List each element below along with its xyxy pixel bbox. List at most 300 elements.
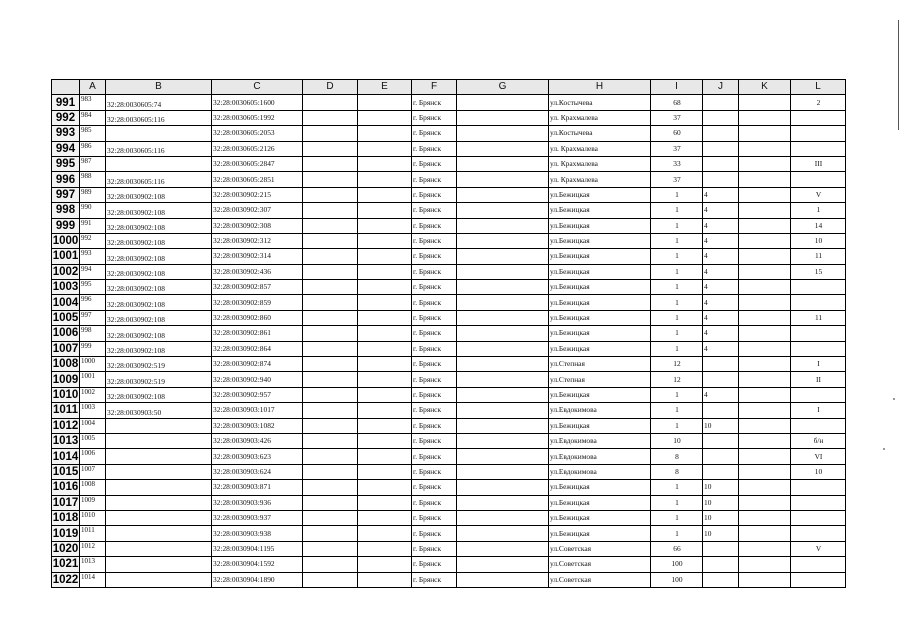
cell-k[interactable] (739, 495, 791, 510)
cell-j[interactable] (703, 541, 739, 556)
cell-a[interactable]: 986 (80, 141, 106, 156)
cell-e[interactable] (358, 218, 412, 233)
cell-d[interactable] (303, 557, 358, 572)
cell-b[interactable] (106, 480, 212, 495)
cell-k[interactable] (739, 310, 791, 325)
cell-k[interactable] (739, 372, 791, 387)
cell-d[interactable] (303, 295, 358, 310)
column-header-f[interactable]: F (412, 80, 457, 95)
cell-h[interactable]: ул.Советская (549, 557, 651, 572)
cell-k[interactable] (739, 526, 791, 541)
cell-f[interactable]: г. Брянск (412, 295, 457, 310)
cell-c[interactable]: 32:28:0030903:938 (212, 526, 303, 541)
cell-k[interactable] (739, 341, 791, 356)
cell-a[interactable]: 996 (80, 295, 106, 310)
cell-j[interactable]: 4 (703, 310, 739, 325)
cell-l[interactable]: 1 (791, 203, 846, 218)
cell-h[interactable]: ул.Бежицкая (549, 526, 651, 541)
cell-e[interactable] (358, 449, 412, 464)
cell-j[interactable]: 4 (703, 326, 739, 341)
row-number[interactable]: 1003 (52, 281, 79, 294)
row-number[interactable]: 1017 (52, 496, 79, 509)
cell-h[interactable]: ул.Бежицкая (549, 218, 651, 233)
cell-g[interactable] (457, 403, 549, 418)
cell-f[interactable]: г. Брянск (412, 172, 457, 187)
cell-a[interactable]: 995 (80, 280, 106, 295)
cell-c[interactable]: 32:28:0030902:864 (212, 341, 303, 356)
cell-e[interactable] (358, 526, 412, 541)
column-header-g[interactable]: G (457, 80, 549, 95)
cell-b[interactable]: 32:28:0030902:108 (106, 280, 212, 295)
cell-l[interactable] (791, 126, 846, 141)
cell-c[interactable]: 32:28:0030902:857 (212, 280, 303, 295)
cell-f[interactable]: г. Брянск (412, 341, 457, 356)
cell-k[interactable] (739, 449, 791, 464)
cell-g[interactable] (457, 357, 549, 372)
column-header-j[interactable]: J (703, 80, 739, 95)
cell-h[interactable]: ул.Бежицкая (549, 418, 651, 433)
cell-d[interactable] (303, 203, 358, 218)
cell-c[interactable]: 32:28:0030902:874 (212, 357, 303, 372)
cell-k[interactable] (739, 218, 791, 233)
cell-h[interactable]: ул. Крахмалева (549, 141, 651, 156)
cell-h[interactable]: ул.Бежицкая (549, 264, 651, 279)
cell-e[interactable] (358, 264, 412, 279)
cell-f[interactable]: г. Брянск (412, 403, 457, 418)
cell-h[interactable]: ул.Бежицкая (549, 187, 651, 202)
cell-g[interactable] (457, 203, 549, 218)
cell-i[interactable]: 1 (651, 218, 703, 233)
cell-h[interactable]: ул.Костычева (549, 95, 651, 110)
cell-g[interactable] (457, 495, 549, 510)
cell-c[interactable]: 32:28:0030903:426 (212, 433, 303, 448)
cell-f[interactable]: г. Брянск (412, 156, 457, 171)
cell-a[interactable]: 1001 (80, 372, 106, 387)
cell-a[interactable]: 1004 (80, 418, 106, 433)
cell-i[interactable]: 1 (651, 264, 703, 279)
cell-d[interactable] (303, 341, 358, 356)
cell-i[interactable]: 33 (651, 156, 703, 171)
cell-b[interactable] (106, 449, 212, 464)
cell-j[interactable]: 4 (703, 341, 739, 356)
cell-e[interactable] (358, 233, 412, 248)
cell-k[interactable] (739, 264, 791, 279)
cell-l[interactable]: 11 (791, 310, 846, 325)
cell-d[interactable] (303, 372, 358, 387)
cell-d[interactable] (303, 387, 358, 402)
cell-b[interactable] (106, 126, 212, 141)
cell-e[interactable] (358, 372, 412, 387)
cell-c[interactable]: 32:28:0030902:861 (212, 326, 303, 341)
cell-e[interactable] (358, 203, 412, 218)
cell-l[interactable] (791, 572, 846, 587)
cell-e[interactable] (358, 510, 412, 525)
cell-b[interactable]: 32:28:0030605:116 (106, 110, 212, 125)
cell-h[interactable]: ул. Крахмалева (549, 156, 651, 171)
cell-e[interactable] (358, 295, 412, 310)
cell-c[interactable]: 32:28:0030605:2126 (212, 141, 303, 156)
cell-e[interactable] (358, 418, 412, 433)
row-number[interactable]: 999 (52, 218, 80, 233)
cell-j[interactable] (703, 110, 739, 125)
cell-g[interactable] (457, 249, 549, 264)
cell-i[interactable]: 1 (651, 418, 703, 433)
cell-h[interactable]: ул.Костычева (549, 126, 651, 141)
cell-e[interactable] (358, 495, 412, 510)
row-number[interactable]: 1012 (52, 419, 79, 432)
cell-b[interactable]: 32:28:0030902:519 (106, 357, 212, 372)
cell-k[interactable] (739, 403, 791, 418)
cell-g[interactable] (457, 510, 549, 525)
cell-f[interactable]: г. Брянск (412, 464, 457, 479)
cell-a[interactable]: 1002 (80, 387, 106, 402)
cell-h[interactable]: ул.Бежицкая (549, 203, 651, 218)
cell-b[interactable]: 32:28:0030902:108 (106, 233, 212, 248)
cell-k[interactable] (739, 418, 791, 433)
cell-d[interactable] (303, 495, 358, 510)
cell-a[interactable]: 998 (80, 326, 106, 341)
cell-b[interactable]: 32:28:0030902:108 (106, 264, 212, 279)
cell-a[interactable]: 987 (80, 156, 106, 171)
cell-d[interactable] (303, 433, 358, 448)
cell-g[interactable] (457, 433, 549, 448)
cell-k[interactable] (739, 95, 791, 110)
cell-g[interactable] (457, 372, 549, 387)
cell-c[interactable]: 32:28:0030903:624 (212, 464, 303, 479)
column-header-i[interactable]: I (651, 80, 703, 95)
cell-g[interactable] (457, 387, 549, 402)
cell-f[interactable]: г. Брянск (412, 95, 457, 110)
row-number[interactable]: 1013 (52, 435, 79, 448)
cell-g[interactable] (457, 156, 549, 171)
cell-e[interactable] (358, 280, 412, 295)
column-header-k[interactable]: K (739, 80, 791, 95)
cell-a[interactable]: 990 (80, 203, 106, 218)
cell-g[interactable] (457, 295, 549, 310)
cell-i[interactable]: 1 (651, 233, 703, 248)
row-number[interactable]: 1018 (52, 512, 79, 525)
cell-a[interactable]: 988 (80, 172, 106, 187)
column-header-d[interactable]: D (303, 80, 358, 95)
cell-i[interactable]: 1 (651, 480, 703, 495)
cell-g[interactable] (457, 187, 549, 202)
cell-l[interactable]: VI (791, 449, 846, 464)
cell-j[interactable] (703, 156, 739, 171)
cell-b[interactable] (106, 418, 212, 433)
cell-l[interactable]: II (791, 372, 846, 387)
cell-e[interactable] (358, 557, 412, 572)
cell-d[interactable] (303, 110, 358, 125)
cell-a[interactable]: 983 (80, 95, 106, 110)
cell-h[interactable]: ул.Бежицкая (549, 341, 651, 356)
cell-g[interactable] (457, 341, 549, 356)
cell-b[interactable]: 32:28:0030605:116 (106, 172, 212, 187)
cell-g[interactable] (457, 264, 549, 279)
cell-g[interactable] (457, 418, 549, 433)
cell-b[interactable]: 32:28:0030902:108 (106, 203, 212, 218)
cell-i[interactable]: 68 (651, 95, 703, 110)
cell-e[interactable] (358, 249, 412, 264)
cell-d[interactable] (303, 310, 358, 325)
cell-h[interactable]: ул.Бежицкая (549, 326, 651, 341)
cell-i[interactable]: 1 (651, 280, 703, 295)
cell-d[interactable] (303, 156, 358, 171)
cell-b[interactable]: 32:28:0030902:108 (106, 310, 212, 325)
cell-d[interactable] (303, 233, 358, 248)
row-number[interactable]: 1004 (52, 296, 79, 309)
cell-l[interactable] (791, 341, 846, 356)
cell-e[interactable] (358, 403, 412, 418)
cell-g[interactable] (457, 126, 549, 141)
column-header-h[interactable]: H (549, 80, 651, 95)
cell-g[interactable] (457, 557, 549, 572)
cell-k[interactable] (739, 233, 791, 248)
cell-f[interactable]: г. Брянск (412, 187, 457, 202)
cell-g[interactable] (457, 480, 549, 495)
row-number[interactable]: 994 (52, 141, 80, 156)
cell-f[interactable]: г. Брянск (412, 418, 457, 433)
cell-e[interactable] (358, 310, 412, 325)
cell-l[interactable] (791, 141, 846, 156)
cell-e[interactable] (358, 464, 412, 479)
row-number[interactable]: 998 (52, 203, 80, 218)
row-number[interactable]: 991 (52, 95, 80, 110)
cell-b[interactable]: 32:28:0030902:108 (106, 295, 212, 310)
cell-f[interactable]: г. Брянск (412, 233, 457, 248)
cell-d[interactable] (303, 126, 358, 141)
cell-c[interactable]: 32:28:0030605:1600 (212, 95, 303, 110)
cell-l[interactable] (791, 387, 846, 402)
cell-l[interactable] (791, 418, 846, 433)
cell-h[interactable]: ул.Бежицкая (549, 280, 651, 295)
cell-i[interactable]: 10 (651, 433, 703, 448)
cell-k[interactable] (739, 510, 791, 525)
cell-j[interactable]: 4 (703, 264, 739, 279)
cell-i[interactable]: 1 (651, 387, 703, 402)
cell-h[interactable]: ул.Бежицкая (549, 295, 651, 310)
cell-i[interactable]: 1 (651, 526, 703, 541)
cell-l[interactable] (791, 557, 846, 572)
row-number[interactable]: 1016 (52, 481, 79, 494)
cell-e[interactable] (358, 387, 412, 402)
cell-b[interactable] (106, 464, 212, 479)
cell-a[interactable]: 1013 (80, 557, 106, 572)
row-number[interactable]: 1009 (52, 373, 79, 386)
cell-b[interactable] (106, 433, 212, 448)
cell-f[interactable]: г. Брянск (412, 141, 457, 156)
cell-g[interactable] (457, 233, 549, 248)
cell-d[interactable] (303, 403, 358, 418)
row-number[interactable]: 1015 (52, 465, 79, 478)
row-number[interactable]: 1021 (52, 558, 79, 571)
cell-h[interactable]: ул.Евдокимова (549, 433, 651, 448)
cell-j[interactable] (703, 557, 739, 572)
cell-h[interactable]: ул.Евдокимова (549, 449, 651, 464)
cell-k[interactable] (739, 572, 791, 587)
cell-d[interactable] (303, 541, 358, 556)
cell-j[interactable]: 4 (703, 203, 739, 218)
cell-b[interactable]: 32:28:0030902:108 (106, 218, 212, 233)
cell-c[interactable]: 32:28:0030605:2847 (212, 156, 303, 171)
column-header-c[interactable]: C (212, 80, 303, 95)
cell-c[interactable]: 32:28:0030605:2851 (212, 172, 303, 187)
cell-g[interactable] (457, 218, 549, 233)
cell-l[interactable]: I (791, 403, 846, 418)
column-header-a[interactable]: A (80, 80, 106, 95)
cell-f[interactable]: г. Брянск (412, 218, 457, 233)
cell-k[interactable] (739, 126, 791, 141)
cell-b[interactable]: 32:28:0030902:108 (106, 187, 212, 202)
cell-c[interactable]: 32:28:0030605:2053 (212, 126, 303, 141)
cell-f[interactable]: г. Брянск (412, 126, 457, 141)
cell-d[interactable] (303, 572, 358, 587)
cell-k[interactable] (739, 295, 791, 310)
cell-j[interactable] (703, 449, 739, 464)
row-number[interactable]: 992 (52, 110, 80, 125)
cell-d[interactable] (303, 187, 358, 202)
cell-h[interactable]: ул. Крахмалева (549, 110, 651, 125)
cell-f[interactable]: г. Брянск (412, 310, 457, 325)
cell-c[interactable]: 32:28:0030902:940 (212, 372, 303, 387)
cell-j[interactable] (703, 357, 739, 372)
cell-g[interactable] (457, 572, 549, 587)
cell-l[interactable]: V (791, 187, 846, 202)
cell-i[interactable]: 100 (651, 572, 703, 587)
cell-d[interactable] (303, 95, 358, 110)
cell-l[interactable]: 10 (791, 464, 846, 479)
cell-k[interactable] (739, 357, 791, 372)
cell-g[interactable] (457, 541, 549, 556)
cell-a[interactable]: 984 (80, 110, 106, 125)
cell-i[interactable]: 1 (651, 203, 703, 218)
cell-b[interactable] (106, 526, 212, 541)
cell-i[interactable]: 37 (651, 172, 703, 187)
cell-f[interactable]: г. Брянск (412, 110, 457, 125)
cell-d[interactable] (303, 172, 358, 187)
cell-h[interactable]: ул.Бежицкая (549, 495, 651, 510)
cell-f[interactable]: г. Брянск (412, 480, 457, 495)
cell-c[interactable]: 32:28:0030903:1082 (212, 418, 303, 433)
cell-h[interactable]: ул. Крахмалева (549, 172, 651, 187)
cell-a[interactable]: 989 (80, 187, 106, 202)
cell-d[interactable] (303, 326, 358, 341)
cell-e[interactable] (358, 357, 412, 372)
cell-e[interactable] (358, 572, 412, 587)
cell-e[interactable] (358, 187, 412, 202)
cell-f[interactable]: г. Брянск (412, 526, 457, 541)
cell-h[interactable]: ул.Бежицкая (549, 510, 651, 525)
cell-j[interactable] (703, 95, 739, 110)
cell-a[interactable]: 1007 (80, 464, 106, 479)
cell-d[interactable] (303, 264, 358, 279)
cell-i[interactable]: 1 (651, 310, 703, 325)
cell-k[interactable] (739, 203, 791, 218)
cell-a[interactable]: 1009 (80, 495, 106, 510)
cell-d[interactable] (303, 249, 358, 264)
row-number[interactable]: 1006 (52, 327, 79, 340)
cell-f[interactable]: г. Брянск (412, 572, 457, 587)
cell-d[interactable] (303, 510, 358, 525)
cell-l[interactable]: б/н (791, 433, 846, 448)
cell-h[interactable]: ул.Советская (549, 541, 651, 556)
cell-e[interactable] (358, 95, 412, 110)
cell-a[interactable]: 992 (80, 233, 106, 248)
cell-b[interactable]: 32:28:0030902:108 (106, 326, 212, 341)
cell-l[interactable]: 11 (791, 249, 846, 264)
cell-i[interactable]: 8 (651, 464, 703, 479)
cell-d[interactable] (303, 449, 358, 464)
cell-f[interactable]: г. Брянск (412, 495, 457, 510)
cell-h[interactable]: ул.Степная (549, 357, 651, 372)
cell-i[interactable]: 1 (651, 187, 703, 202)
cell-i[interactable]: 37 (651, 141, 703, 156)
cell-f[interactable]: г. Брянск (412, 280, 457, 295)
cell-j[interactable]: 4 (703, 233, 739, 248)
cell-l[interactable] (791, 295, 846, 310)
row-number[interactable]: 1022 (52, 573, 79, 586)
cell-g[interactable] (457, 526, 549, 541)
cell-j[interactable]: 4 (703, 280, 739, 295)
cell-b[interactable]: 32:28:0030605:74 (106, 95, 212, 110)
cell-b[interactable] (106, 557, 212, 572)
cell-e[interactable] (358, 341, 412, 356)
row-number[interactable]: 1019 (52, 527, 79, 540)
cell-k[interactable] (739, 326, 791, 341)
cell-a[interactable]: 1006 (80, 449, 106, 464)
cell-j[interactable] (703, 464, 739, 479)
row-number[interactable]: 1020 (52, 542, 79, 555)
cell-b[interactable]: 32:28:0030902:108 (106, 387, 212, 402)
cell-a[interactable]: 997 (80, 310, 106, 325)
cell-c[interactable]: 32:28:0030902:312 (212, 233, 303, 248)
cell-c[interactable]: 32:28:0030902:436 (212, 264, 303, 279)
cell-e[interactable] (358, 110, 412, 125)
row-number[interactable]: 995 (52, 156, 80, 171)
cell-k[interactable] (739, 172, 791, 187)
cell-c[interactable]: 32:28:0030902:957 (212, 387, 303, 402)
cell-j[interactable]: 4 (703, 295, 739, 310)
cell-i[interactable]: 8 (651, 449, 703, 464)
cell-i[interactable]: 1 (651, 403, 703, 418)
cell-a[interactable]: 991 (80, 218, 106, 233)
cell-l[interactable] (791, 480, 846, 495)
cell-k[interactable] (739, 557, 791, 572)
row-number[interactable]: 1010 (52, 389, 79, 401)
cell-c[interactable]: 32:28:0030902:215 (212, 187, 303, 202)
cell-k[interactable] (739, 433, 791, 448)
cell-l[interactable]: 10 (791, 233, 846, 248)
cell-i[interactable]: 12 (651, 357, 703, 372)
cell-a[interactable]: 1003 (80, 403, 106, 418)
cell-f[interactable]: г. Брянск (412, 433, 457, 448)
cell-l[interactable]: 2 (791, 95, 846, 110)
cell-d[interactable] (303, 418, 358, 433)
cell-b[interactable] (106, 541, 212, 556)
cell-i[interactable]: 1 (651, 326, 703, 341)
row-number[interactable]: 1005 (52, 312, 79, 325)
row-number[interactable]: 1011 (53, 404, 78, 417)
cell-h[interactable]: ул.Евдокимова (549, 403, 651, 418)
cell-g[interactable] (457, 141, 549, 156)
cell-c[interactable]: 32:28:0030902:314 (212, 249, 303, 264)
cell-d[interactable] (303, 218, 358, 233)
cell-c[interactable]: 32:28:0030902:860 (212, 310, 303, 325)
cell-e[interactable] (358, 433, 412, 448)
cell-f[interactable]: г. Брянск (412, 249, 457, 264)
cell-k[interactable] (739, 187, 791, 202)
cell-c[interactable]: 32:28:0030902:307 (212, 203, 303, 218)
row-number[interactable]: 1001 (52, 250, 79, 263)
